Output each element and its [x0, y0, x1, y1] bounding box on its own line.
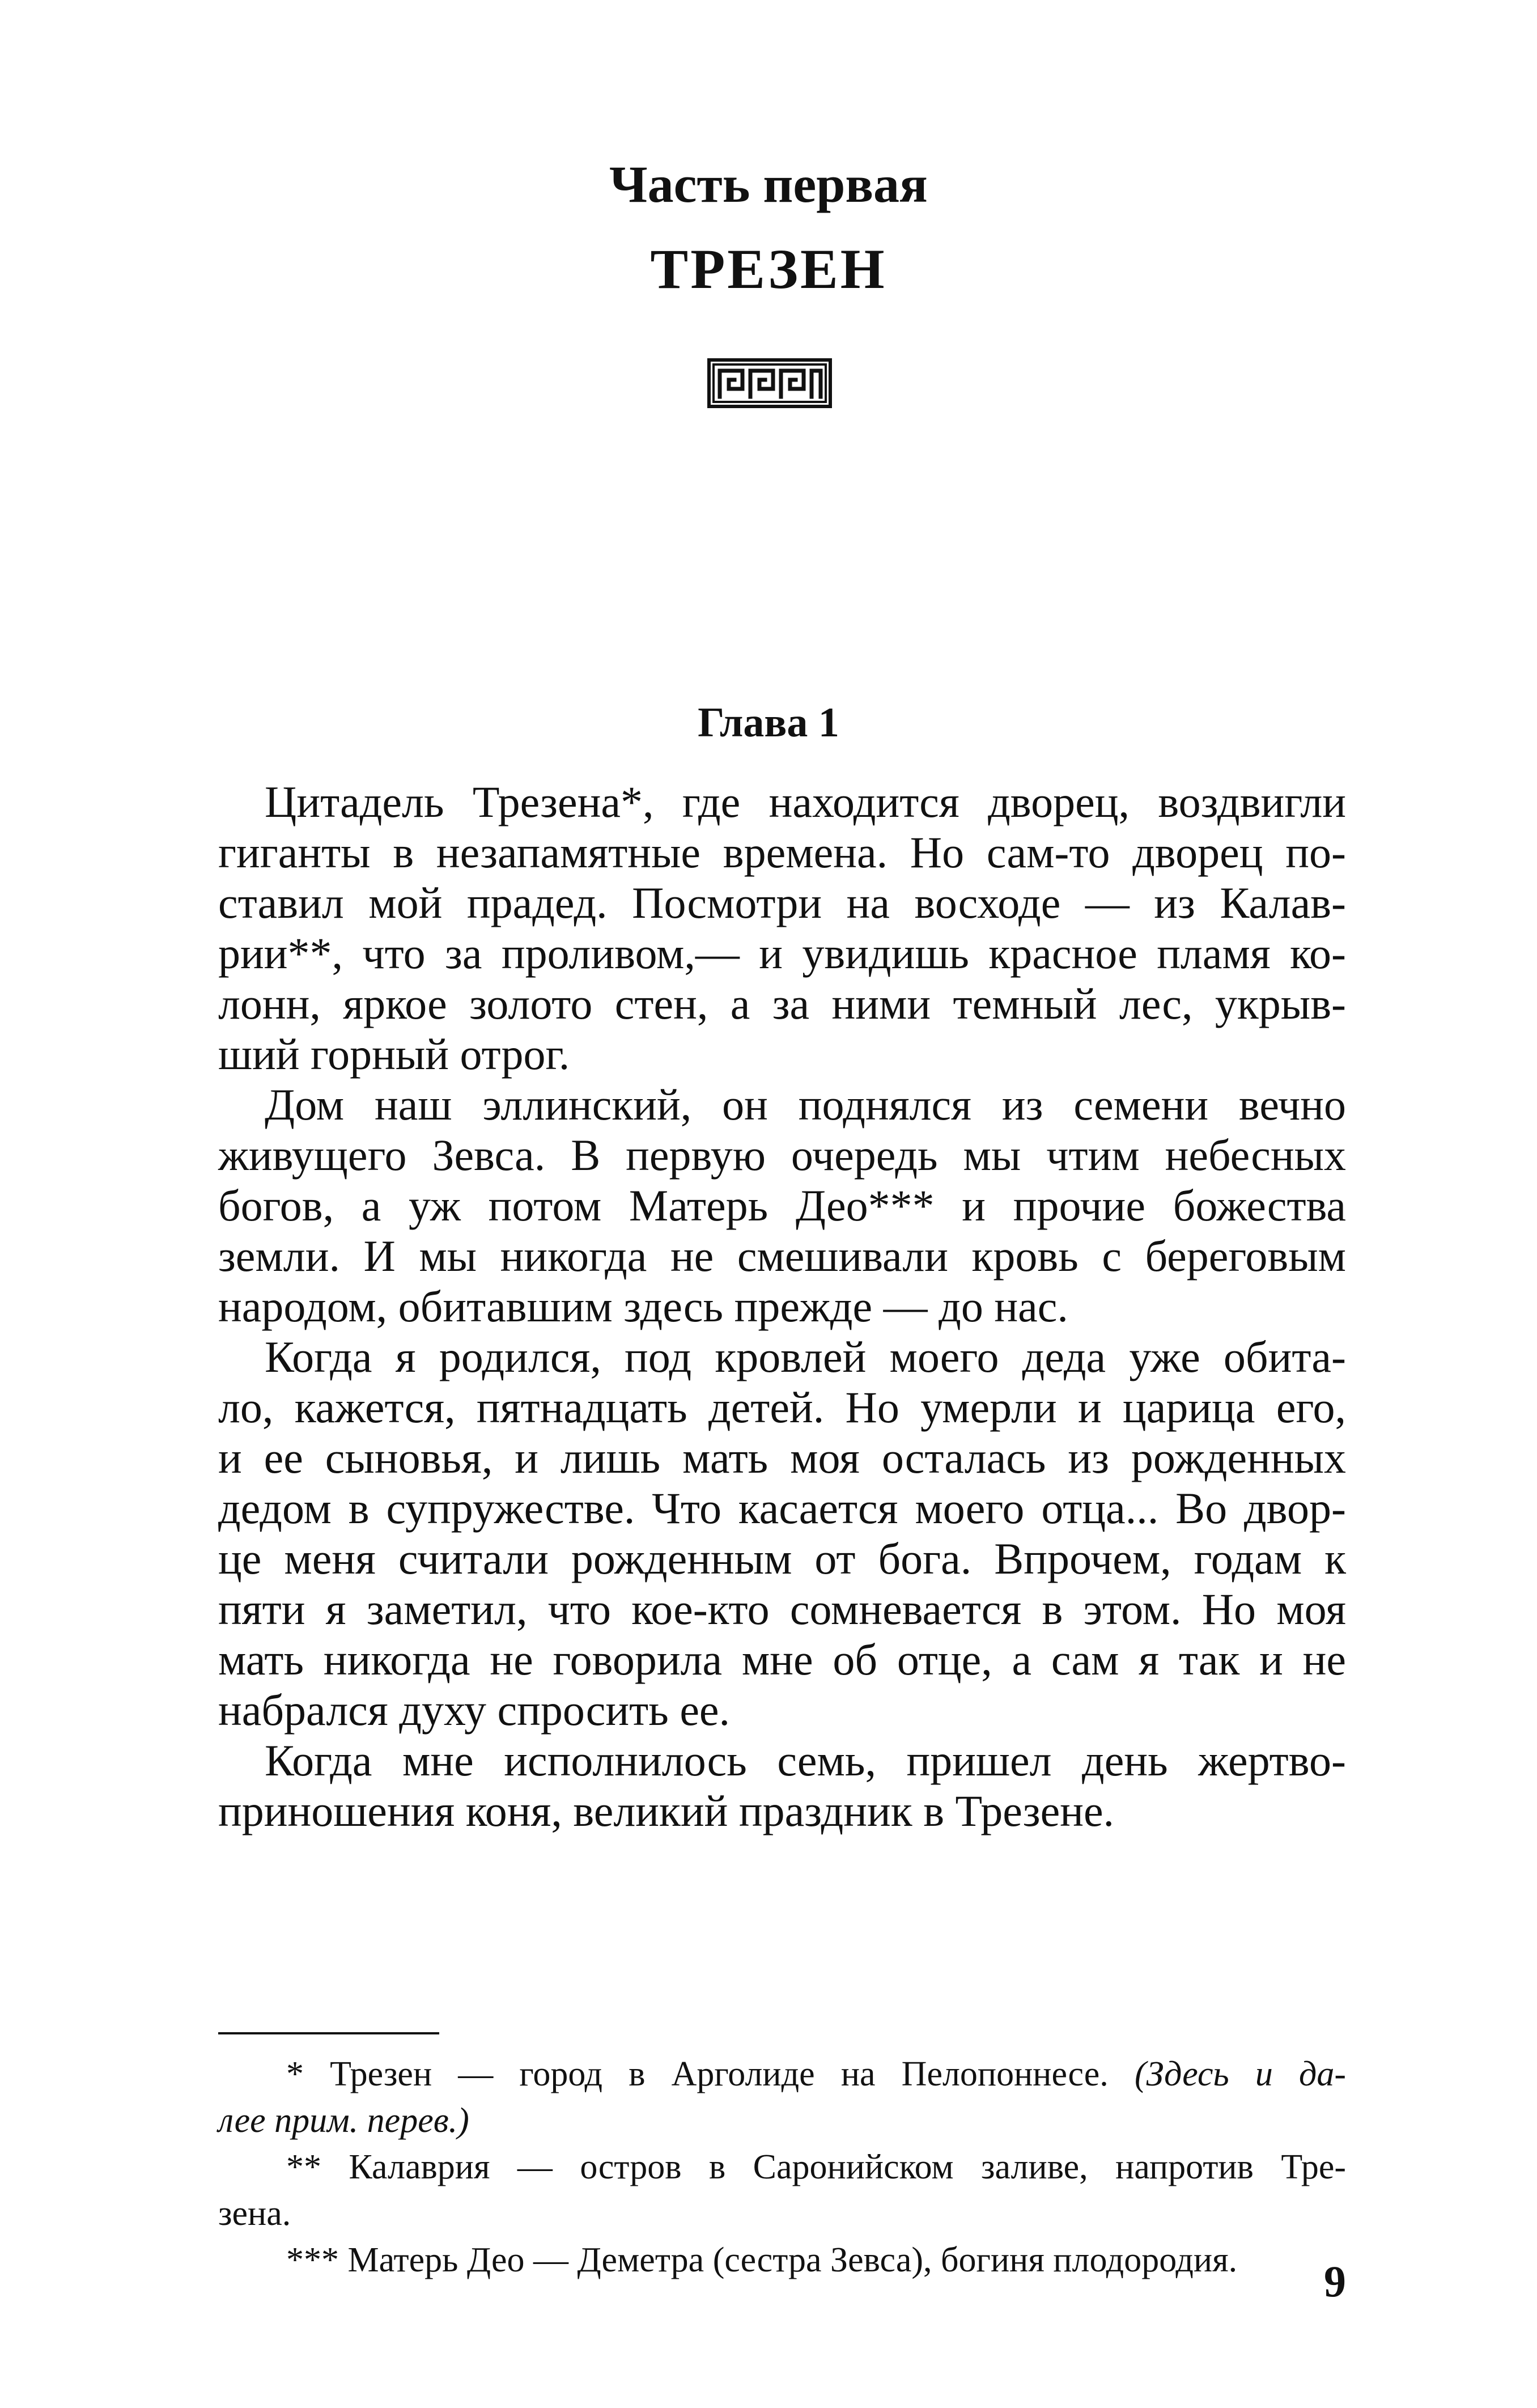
- part-title: Часть первая: [609, 155, 928, 213]
- text-line: Когда я родился, под кровлей моего деда уже обита-: [265, 1332, 1346, 1381]
- footnote-note: (Здесь и да-: [1134, 2055, 1346, 2093]
- text-line: рии**, что за проливом,— и увидишь красное пламя ко-: [218, 929, 1346, 978]
- text-line: набрался духу спросить ее.: [218, 1685, 731, 1735]
- text-line: гиганты в незапамятные времена. Но сам-то дворец по-: [218, 828, 1346, 877]
- text-line: народом, обитавшим здесь прежде — до нас.: [218, 1282, 1068, 1331]
- text-line: живущего Зевса. В первую очередь мы чтим небесных: [218, 1130, 1346, 1180]
- text-line: лонн, яркое золото стен, а за ними темный лес, укрыв-: [218, 979, 1346, 1028]
- chapter-title: Глава 1: [698, 699, 839, 746]
- text-line: и ее сыновья, и лишь мать моя осталась из рожденных: [218, 1433, 1346, 1482]
- text-line: богов, а уж потом Матерь Део*** и прочие божества: [218, 1181, 1346, 1230]
- page-number: 9: [1324, 2257, 1346, 2306]
- chapter-text: [218, 777, 1346, 1836]
- paragraph: [218, 1079, 1346, 1332]
- text-line: Дом наш эллинский, он поднялся из семени вечно: [265, 1080, 1346, 1129]
- paragraph: [218, 1735, 1346, 1836]
- paragraph: [218, 777, 1346, 1079]
- text-line: це меня считали рожденным от бога. Впрочем, годам к: [218, 1534, 1346, 1583]
- text-line: мать никогда не говорила мне об отце, а сам я так и не: [218, 1635, 1346, 1684]
- text-line: дедом в супружестве. Что касается моего отца... Во двор-: [218, 1483, 1346, 1533]
- footnote-line: *** Матерь Део — Деметра (сестра Зевса), богиня плодородия.: [286, 2241, 1238, 2279]
- text-line: пяти я заметил, что кое-кто сомневается в этом. Но моя: [218, 1584, 1346, 1634]
- text-line: ший горный отрог.: [218, 1029, 570, 1079]
- footnote-divider: [218, 2032, 439, 2034]
- text-line: Цитадель Трезена*, где находится дворец, воздвигли: [265, 777, 1346, 826]
- greek-key-ornament-icon: [707, 358, 832, 408]
- footnotes: [218, 2051, 1346, 2283]
- book-title: ТРЕЗЕН: [650, 238, 887, 300]
- text-line: ло, кажется, пятнадцать детей. Но умерли и царица его,: [218, 1383, 1346, 1432]
- text-line: ставил мой прадед. Посмотри на восходе — из Калав-: [218, 878, 1346, 927]
- text-line: приношения коня, великий праздник в Трезене.: [218, 1786, 1115, 1835]
- paragraph: [218, 1332, 1346, 1735]
- footnote-line: ** Калаврия — остров в Саронийском заливе, напротив Тре-: [286, 2148, 1346, 2186]
- footnote-text: * Трезен — город в Арголиде на Пелопоннесе.: [286, 2055, 1135, 2093]
- footnote-line: зена.: [218, 2194, 291, 2233]
- text-line: Когда мне исполнилось семь, пришел день жертво-: [265, 1736, 1346, 1785]
- footnote-line: [218, 2051, 1346, 2097]
- text-line: земли. И мы никогда не смешивали кровь с береговым: [218, 1231, 1346, 1281]
- footnote-note: лее прим. перев.): [218, 2101, 469, 2140]
